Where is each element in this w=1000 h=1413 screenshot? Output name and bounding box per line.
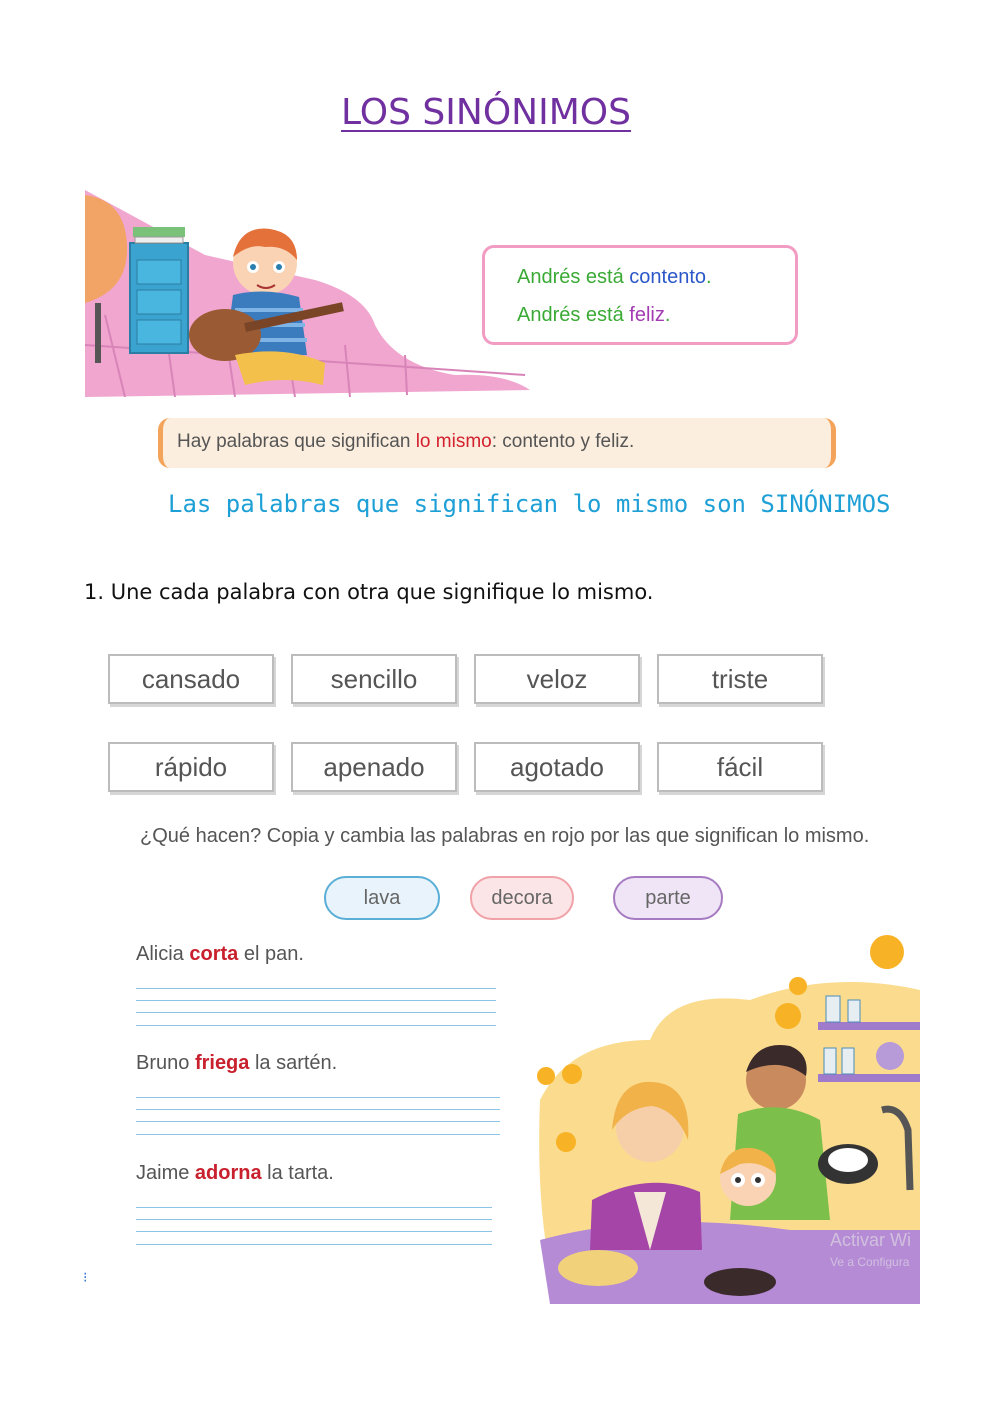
bottom-mark: ⁝ (83, 1270, 88, 1286)
example-word-contento: contento (629, 266, 707, 288)
note-bar (158, 418, 836, 468)
writing-lines[interactable] (136, 988, 496, 1026)
writing-lines[interactable] (136, 1097, 500, 1135)
page-title: LOS SINÓNIMOS (341, 92, 631, 133)
watermark-line-2: Ve a Configura (830, 1255, 910, 1269)
example-text: Andrés está (517, 266, 630, 288)
family-kitchen-illustration (530, 930, 920, 1304)
question-text: ¿Qué hacen? Copia y cambia las palabras en rojo por las que significan lo mismo. (140, 825, 870, 847)
example-box (482, 245, 798, 345)
word-card[interactable]: veloz (474, 654, 640, 704)
watermark-line-1: Activar Wi (830, 1230, 911, 1250)
chair-leg (95, 303, 101, 363)
word-card[interactable]: triste (657, 654, 823, 704)
sentence-text: Alicia (136, 943, 190, 965)
option-pill-lava[interactable]: lava (324, 876, 440, 920)
option-pill-decora[interactable]: decora (470, 876, 574, 920)
word-card[interactable]: apenado (291, 742, 457, 792)
sentence-1 (136, 943, 304, 966)
note-highlight: lo mismo (415, 431, 492, 452)
note-prefix: Hay palabras que significan (177, 431, 416, 452)
sentence-red-word: corta (189, 943, 239, 965)
boy-guitar-illustration (85, 185, 530, 397)
note-suffix: : contento y feliz. (491, 431, 635, 452)
definition-text: Las palabras que significan lo mismo son SINÓNIMOS (168, 490, 891, 518)
word-card[interactable]: agotado (474, 742, 640, 792)
sentence-3 (136, 1162, 334, 1185)
word-card[interactable]: rápido (108, 742, 274, 792)
sentence-text: Bruno (136, 1052, 195, 1074)
example-text: Andrés está (517, 304, 630, 326)
sentence-red-word: friega (194, 1052, 250, 1074)
word-card[interactable]: sencillo (291, 654, 457, 704)
cake (704, 1268, 776, 1296)
exercise-instruction: 1. Une cada palabra con otra que signifique lo mismo. (84, 580, 654, 604)
sentence-text: la sartén. (249, 1052, 338, 1074)
note-text (177, 431, 634, 453)
sentence-text: el pan. (238, 943, 304, 965)
sentence-text: la tarta. (261, 1162, 334, 1184)
option-pill-parte[interactable]: parte (613, 876, 723, 920)
example-line-1 (517, 266, 712, 289)
bread (558, 1250, 638, 1286)
shelf (818, 1022, 920, 1030)
word-card[interactable]: cansado (108, 654, 274, 704)
sentence-text: Jaime (136, 1162, 195, 1184)
books (133, 227, 185, 237)
sentence-red-word: adorna (194, 1162, 262, 1184)
example-word-feliz: feliz (629, 304, 665, 326)
sentence-2 (136, 1052, 337, 1075)
example-punct: . (706, 266, 712, 288)
writing-lines[interactable] (136, 1207, 492, 1245)
example-line-2 (517, 304, 670, 327)
example-punct: . (664, 304, 671, 326)
word-card[interactable]: fácil (657, 742, 823, 792)
